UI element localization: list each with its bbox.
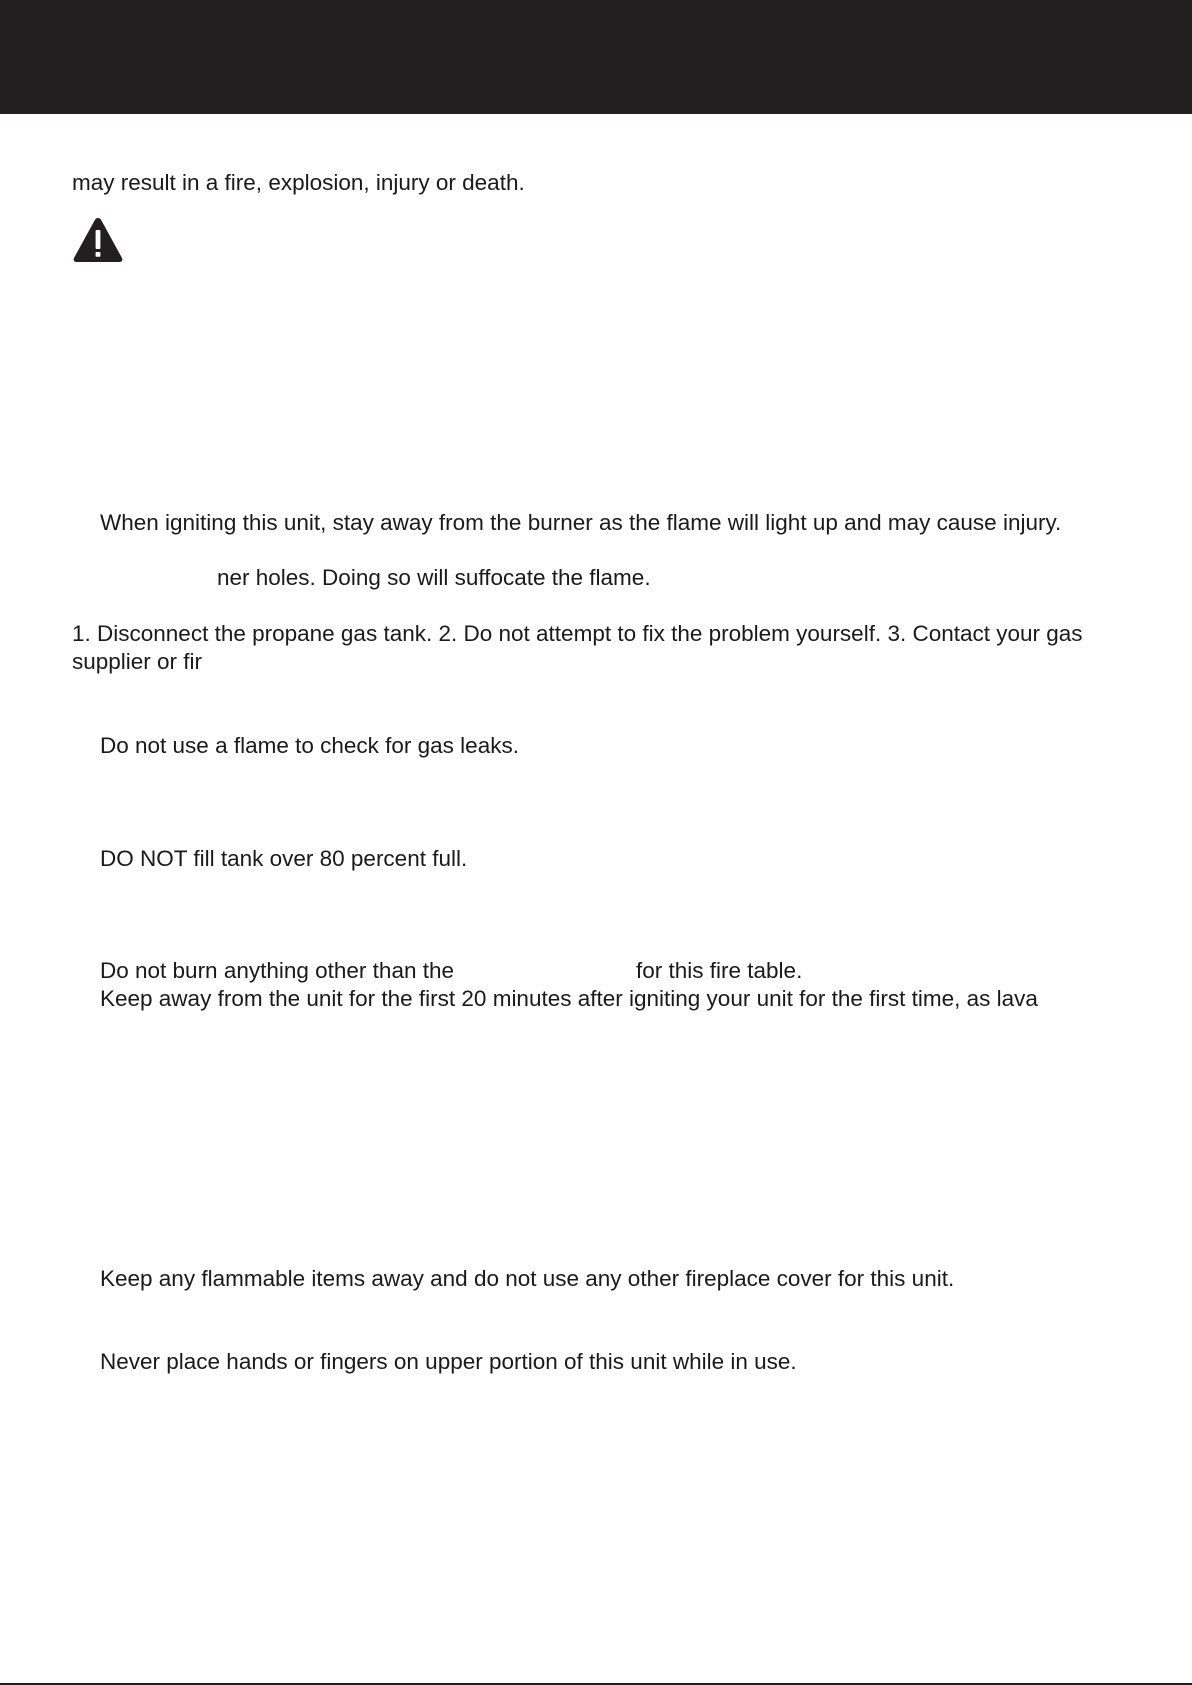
first-ignition-warning: Keep away from the unit for the first 20 minutes after igniting your unit for the first time, as lava — [100, 986, 1038, 1011]
burn-material-warning-end: for this fire table. — [636, 958, 803, 983]
burner-holes-warning: ner holes. Doing so will suffocate the flame. — [217, 565, 651, 590]
warning-text-line-1: may result in a fire, explosion, injury or death. — [72, 170, 525, 195]
hands-warning: Never place hands or fingers on upper portion of this unit while in use. — [100, 1349, 797, 1374]
tank-fill-warning: DO NOT fill tank over 80 percent full. — [100, 846, 468, 871]
header-bar — [0, 0, 1192, 114]
burn-material-warning-start: Do not burn anything other than the — [100, 958, 455, 983]
warning-triangle-icon — [72, 216, 124, 264]
flame-leak-check-warning: Do not use a flame to check for gas leaks. — [100, 733, 519, 758]
gas-leak-steps: 1. Disconnect the propane gas tank. 2. Do not attempt to fix the problem yourself. 3. Contact your gas — [72, 621, 1083, 646]
flammable-items-warning: Keep any flammable items away and do not use any other fireplace cover for this unit. — [100, 1266, 955, 1291]
gas-leak-steps-continued: supplier or fir — [72, 649, 203, 674]
ignition-warning: When igniting this unit, stay away from the burner as the flame will light up and may cause injury. — [100, 510, 1062, 535]
